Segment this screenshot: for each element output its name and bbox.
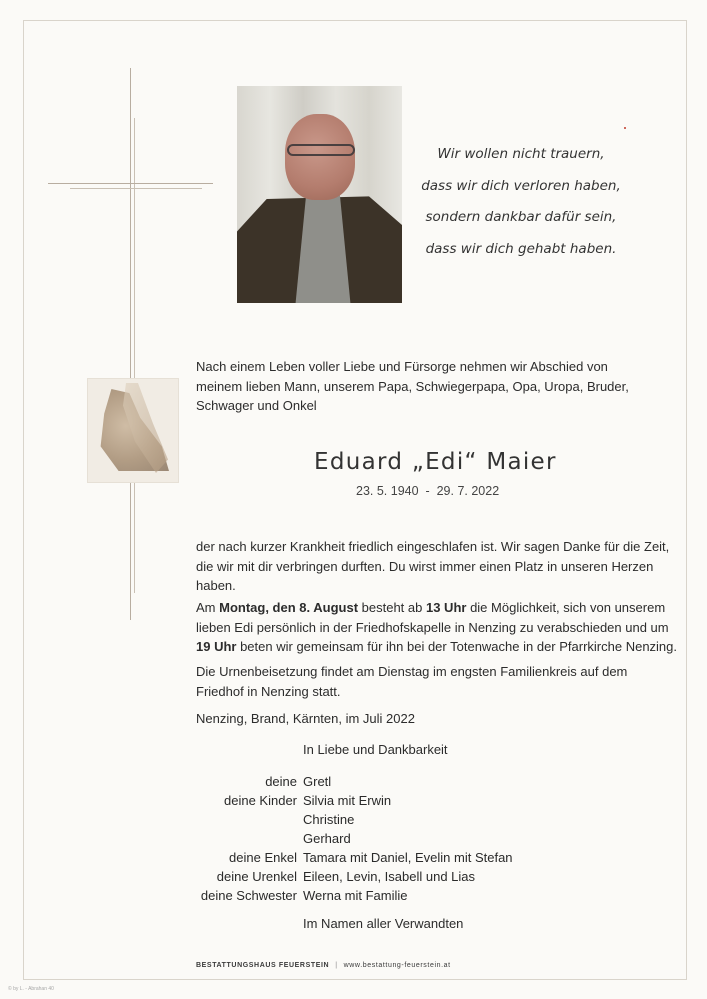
cross-vertical-line-inner	[134, 118, 135, 593]
funeral-home-url[interactable]: www.bestattung-feuerstein.at	[343, 962, 451, 969]
text-run: Am	[196, 600, 220, 615]
paragraph-line: haben.	[196, 578, 236, 593]
decorative-dot	[624, 127, 626, 129]
intro-text	[196, 357, 629, 416]
intro-line: Nach einem Leben voller Liebe und Fürsorge nehmen wir Abschied von	[196, 359, 608, 374]
poem-line: dass wir dich verloren haben,	[421, 177, 621, 194]
poem-line: sondern dankbar dafür sein,	[425, 209, 617, 225]
family-names: Christine	[303, 812, 355, 827]
paragraph-line	[196, 637, 677, 657]
time-emphasis: 13 Uhr	[425, 600, 467, 615]
poem	[412, 139, 630, 265]
intro-line: Schwager und Onkel	[196, 398, 317, 413]
family-relation: deine Urenkel	[216, 869, 297, 884]
paragraph-farewell	[196, 598, 677, 657]
intro-line: meinem lieben Mann, unserem Papa, Schwiegerpapa, Opa, Uropa, Bruder,	[196, 378, 629, 394]
family-relation: deine Schwester	[200, 888, 297, 903]
closing-line: Im Namen aller Verwandten	[303, 916, 464, 931]
paragraph-line: lieben Edi persönlich in der Friedhofskapelle in Nenzing zu verabschieden und um	[196, 619, 669, 635]
family-names: Werna mit Familie	[303, 888, 408, 903]
paragraph-line: Friedhof in Nenzing statt.	[196, 683, 341, 699]
small-print: © by L. - Abrahan 40	[8, 986, 54, 992]
family-names: Silvia mit Erwin	[303, 793, 392, 808]
deceased-name: Eduard „Edi“ Maier	[314, 449, 557, 475]
praying-hands-image	[87, 378, 179, 483]
time-emphasis: 19 Uhr	[196, 639, 237, 654]
love-line: In Liebe und Dankbarkeit	[303, 742, 448, 757]
poem-line: dass wir dich gehabt haben.	[425, 240, 617, 257]
cross-vertical-line	[130, 68, 131, 620]
photo-glasses	[287, 144, 355, 156]
family-names: Gerhard	[303, 831, 351, 846]
photo-head	[285, 114, 355, 200]
family-names: Tamara mit Daniel, Evelin mit Stefan	[303, 850, 513, 865]
text-run: beten wir gemeinsam für ihn bei der Totenwache in der Pfarrkirche Nenzing.	[236, 639, 678, 654]
paragraph-line: die wir mit dir verbringen durften. Du wirst immer einen Platz in unseren Herzen	[196, 558, 654, 574]
portrait-photo	[237, 86, 402, 303]
cross-horizontal-line	[48, 183, 213, 184]
family-relation: deine	[265, 774, 297, 789]
footer-separator: |	[335, 962, 338, 969]
family-relation: deine Enkel	[229, 850, 297, 865]
paragraph-line: Die Urnenbeisetzung findet am Dienstag im engsten Familienkreis auf dem	[196, 664, 628, 679]
date-emphasis: Montag, den 8. August	[219, 600, 359, 615]
paragraph-burial	[196, 662, 627, 701]
life-dates: 23. 5. 1940 - 29. 7. 2022	[356, 484, 500, 498]
family-names: Eileen, Levin, Isabell und Lias	[303, 869, 476, 884]
family-names: Gretl	[303, 774, 332, 789]
footer	[196, 962, 451, 969]
text-run: besteht ab	[358, 600, 426, 615]
text-run: die Möglichkeit, sich von unserem	[466, 600, 666, 615]
funeral-home-name: BESTATTUNGSHAUS FEUERSTEIN	[196, 962, 330, 969]
poem-line: Wir wollen nicht trauern,	[437, 146, 605, 162]
cross-horizontal-line-inner	[70, 188, 202, 189]
paragraph-passing	[196, 537, 669, 596]
paragraph-line	[196, 598, 677, 618]
place-and-date: Nenzing, Brand, Kärnten, im Juli 2022	[196, 711, 415, 726]
paragraph-line: der nach kurzer Krankheit friedlich eingeschlafen ist. Wir sagen Danke für die Zeit,	[196, 539, 670, 554]
family-relation: deine Kinder	[224, 793, 297, 808]
